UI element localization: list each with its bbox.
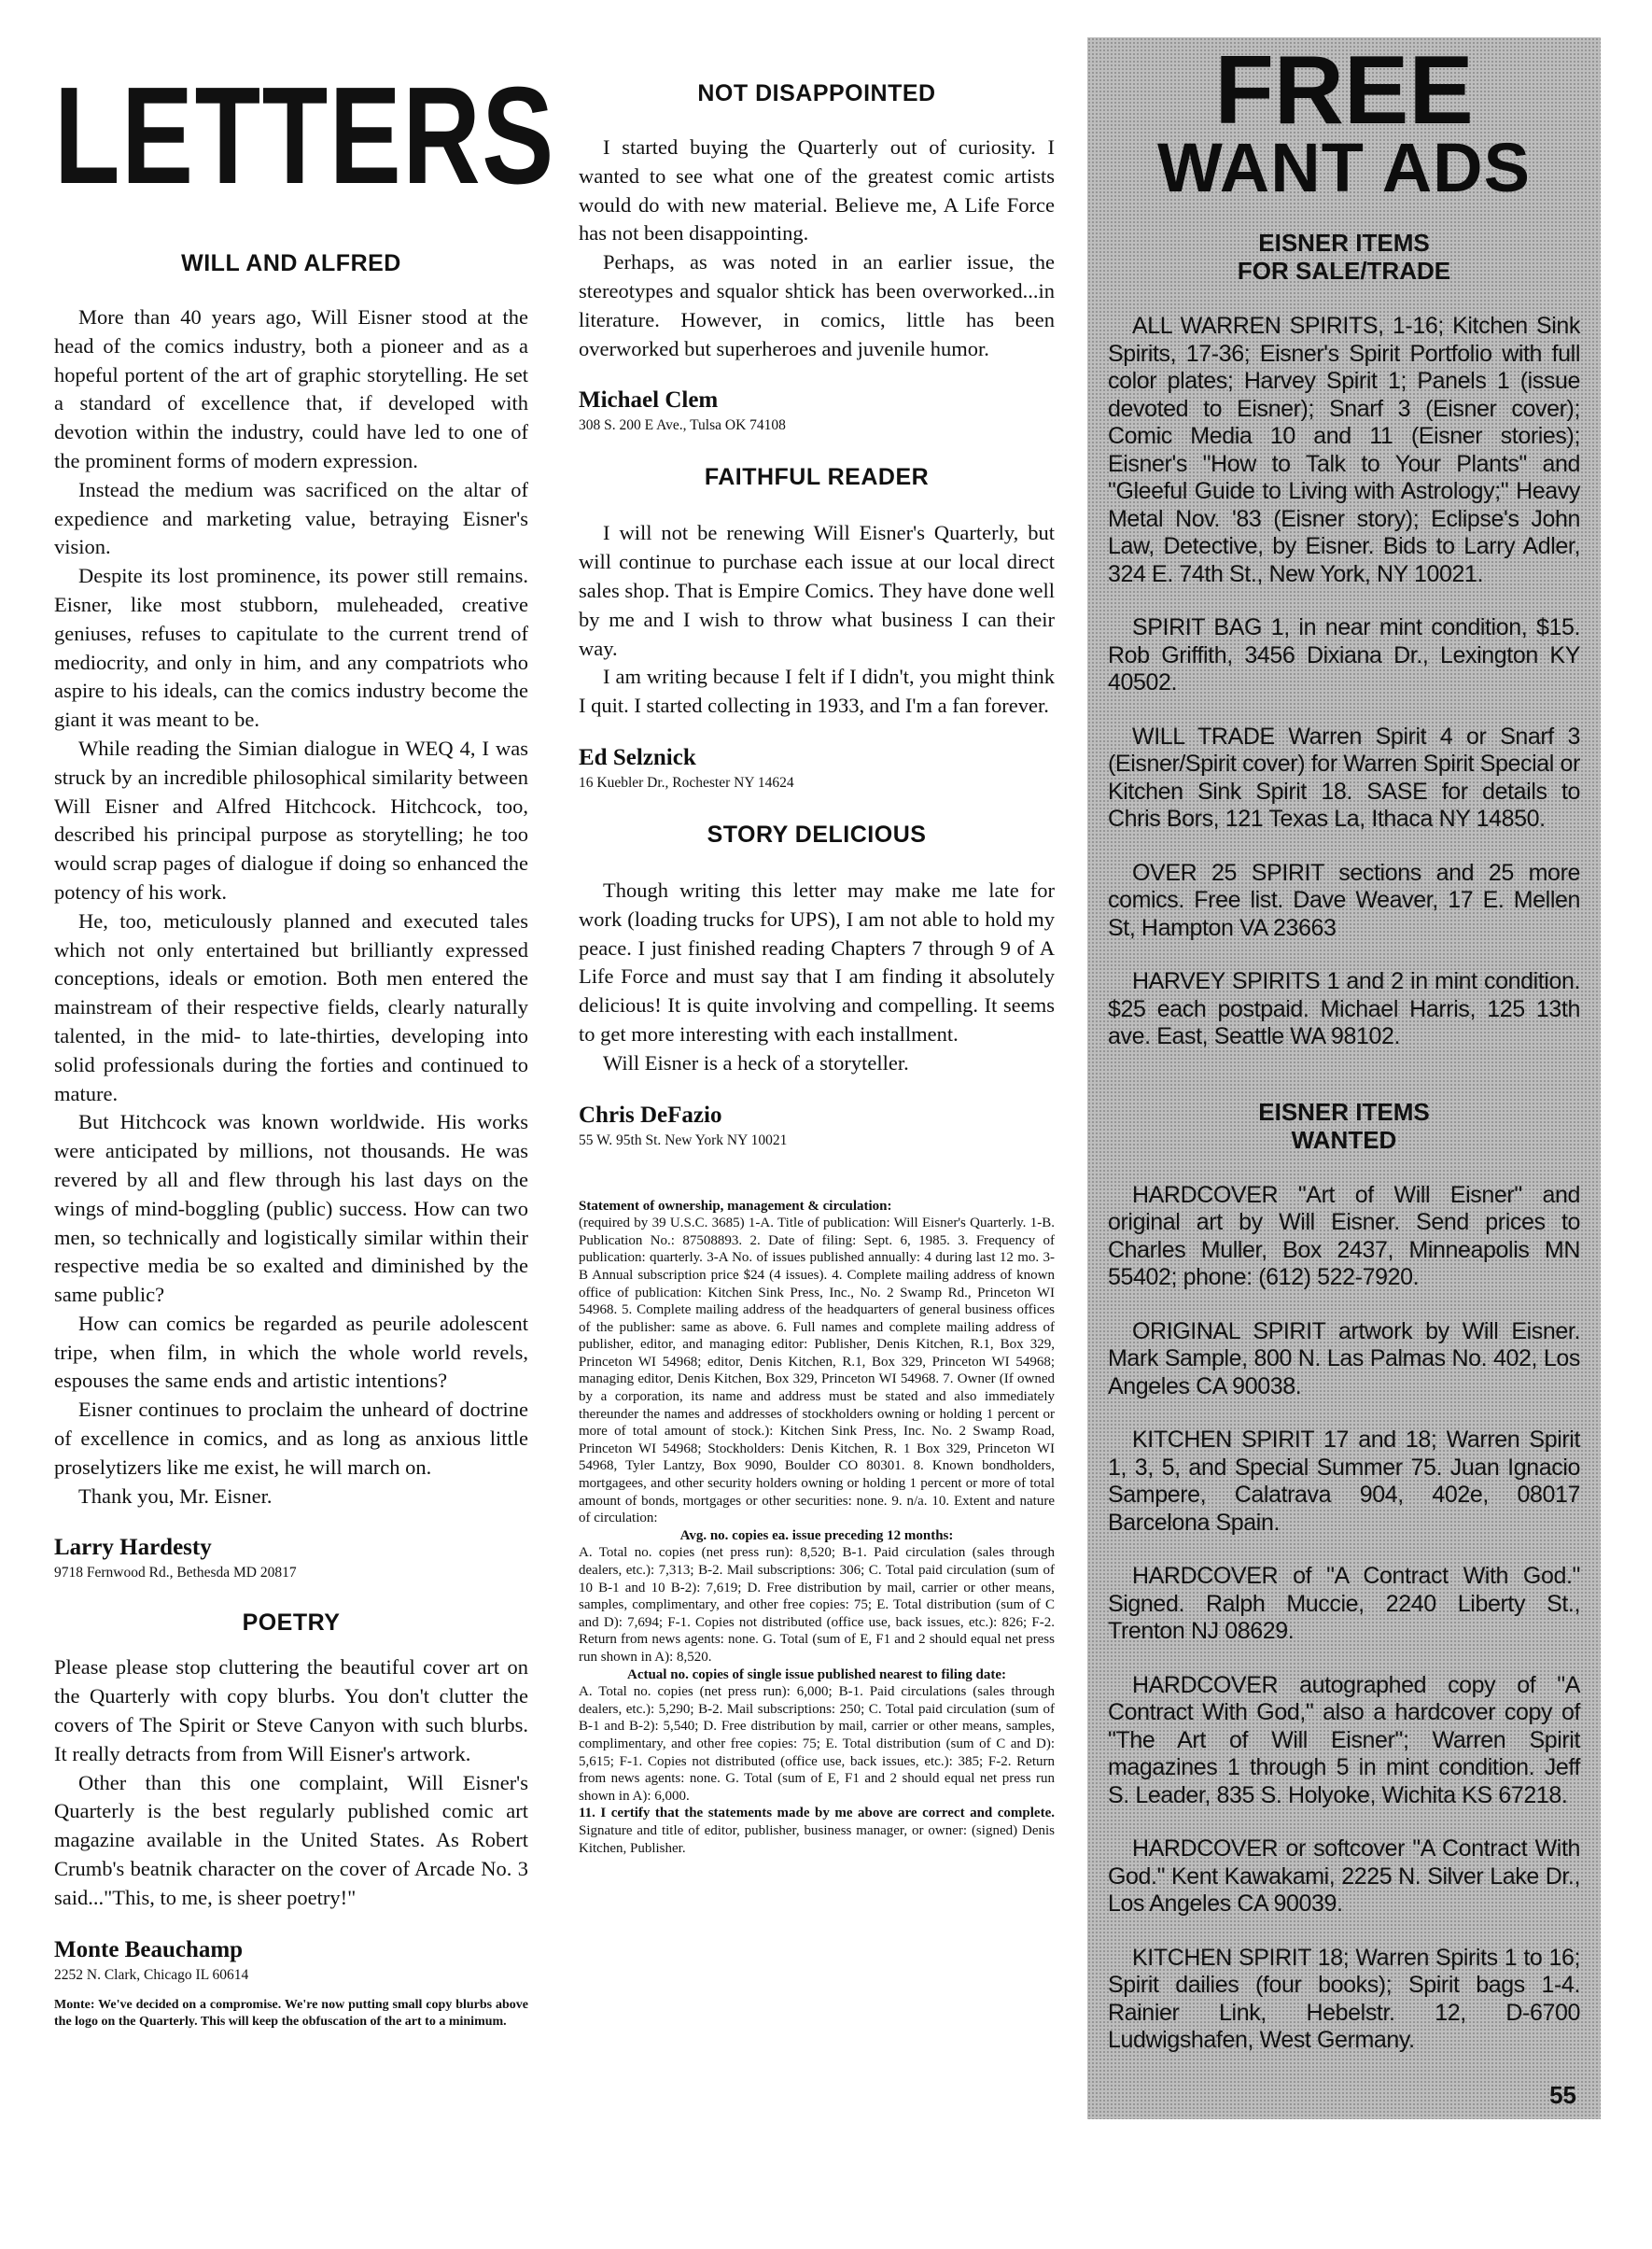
letter-paragraph: Though writing this letter may make me late for work (loading trucks for UPS), I am not able to hold my peace. I just finished reading Chapters 7 through 9 of A Life Force and must say that I am finding it absolutely delicious! It is quite involving and compelling. It seems to get more interesting with each installment.: [579, 878, 1055, 1046]
want-ad-item: WILL TRADE Warren Spirit 4 or Snarf 3 (Eisner/Spirit cover) for Warren Spirit Special or Kitchen Sink Spirit 18. SASE for details to Chris Bors, 121 Texas La, Ithaca NY 14850.: [1108, 723, 1580, 833]
statement-certification: [579, 1805, 1055, 1857]
letter-address: 2252 N. Clark, Chicago IL 60614: [54, 1966, 249, 1983]
want-ad-item: OVER 25 SPIRIT sections and 25 more comics. Free list. Dave Weaver, 17 E. Mellen St, Hampton VA 23663: [1108, 859, 1580, 941]
letter-heading-not-disappointed: NOT DISAPPOINTED: [697, 80, 936, 106]
letters-column-middle: [579, 0, 1055, 1857]
letter-paragraph: He, too, meticulously planned and executed tales which not only entertained but brilliantly expressed conceptions, ideals or emotion. Both men entered the mainstream of their respective fields, clearly naturally talented, in the mid- to late-thirties, developing into solid professionals during the forties and continued to mature.: [54, 908, 528, 1105]
want-ad-item: HARDCOVER "Art of Will Eisner" and original art by Will Eisner. Send prices to Charles Muller, Box 2437, Minneapolis MN 55402; phone: (612) 522-7920.: [1108, 1181, 1580, 1291]
statement-heading: Statement of ownership, management & circulation:: [579, 1198, 892, 1214]
letter-paragraph: Please please stop cluttering the beautiful cover art on the Quarterly with copy blurbs. You don't clutter the covers of The Spirit or Steve Canyon with such blurbs. It really detracts from from Will Eisner's artwork.: [54, 1655, 528, 1765]
want-ad-item: HARVEY SPIRITS 1 and 2 in mint condition. $25 each postpaid. Michael Harris, 125 13th ave. East, Seattle WA 98102.: [1108, 968, 1580, 1050]
letter-paragraph: Perhaps, as was noted in an earlier issue, the stereotypes and squalor shtick has been overworked...in literature. However, in comics, little has been overworked but superheroes and juvenile humor.: [579, 250, 1055, 360]
want-ad-item: HARDCOVER or softcover "A Contract With God." Kent Kawakami, 2225 N. Silver Lake Dr., Los Angeles CA 90039.: [1108, 1835, 1580, 1918]
wanted-heading-line1: EISNER ITEMS: [1258, 1097, 1430, 1126]
editor-reply: Monte: We've decided on a compromise. We're now putting small copy blurbs above the logo on the Quarterly. This will keep the obfuscation of the art to a minimum.: [54, 1997, 528, 2029]
letter-heading-story-delicious: STORY DELICIOUS: [707, 821, 927, 848]
want-ad-item: SPIRIT BAG 1, in near mint condition, $15. Rob Griffith, 3456 Dixiana Dr., Lexington KY 40502.: [1108, 614, 1580, 696]
letter-paragraph: Other than this one complaint, Will Eisner's Quarterly is the best regularly published comic art magazine available in the United States. As Robert Crumb's beatnik character on the cover of Arcade No. 3 said..."This, to me, is sheer poetry!": [54, 1770, 528, 1909]
letter-paragraph: Eisner continues to proclaim the unheard of doctrine of excellence in comics, and as long as anxious little proselytizers like me exist, he will march on.: [54, 1398, 528, 1479]
sale-heading-line1: EISNER ITEMS: [1258, 229, 1430, 258]
masthead-title: LETTERS: [54, 59, 555, 213]
sale-heading-line2: FOR SALE/TRADE: [1237, 257, 1451, 286]
statement-certify-bold: 11. I certify that the statements made by me above are correct and complete.: [579, 1806, 1055, 1821]
letter-paragraph: How can comics be regarded as peurile adolescent tripe, when film, in which the whole world revels, espouses the same ends and artistic intentions?: [54, 1311, 528, 1393]
want-ads-panel: [1087, 37, 1601, 2119]
letter-signature: Ed Selznick: [579, 744, 696, 770]
letter-paragraph: More than 40 years ago, Will Eisner stood at the head of the comics industry, both a pioneer and as a hopeful portent of the art of graphic storytelling. He set a standard of excellence that, if developed with devotion within the industry, could have led to one of the prominent forms of modern expression.: [54, 305, 528, 472]
letter-address: 9718 Fernwood Rd., Bethesda MD 20817: [54, 1565, 297, 1581]
page-number: 55: [1549, 2081, 1576, 2109]
letter-signature: Monte Beauchamp: [54, 1936, 244, 1962]
letter-paragraph: While reading the Simian dialogue in WEQ 4, I was struck by an incredible philosophical similarity between Will Eisner and Alfred Hitchcock. Hitchcock, too, described his principal purpose as storytelling; he too would scrap pages of dialogue if doing so enhanced the potency of his work.: [54, 736, 528, 904]
wanted-heading: [1087, 1098, 1601, 1154]
statement-certify-text: Signature and title of editor, publisher, business manager, or owner: (signed) Denis Kitchen, Publisher.: [579, 1822, 1055, 1856]
want-ad-item: ALL WARREN SPIRITS, 1-16; Kitchen Sink Spirits, 17-36; Eisner's Spirit Portfolio with full color plates; Harvey Spirit 1; Panels 1 (issue devoted to Eisner); Snarf 3 (Eisner cover); Comic Media 10 and 11 (Eisner stories); Eisner's "How to Talk to Your Plants" and "Gleeful Guide to Living with Astrology;" Heavy Metal Nov. '83 (Eisner story); Eclipse's John Law, Detective, by Eisner. Bids to Larry Adler, 324 E. 74th St., New York, NY 10021.: [1108, 313, 1580, 587]
letter-address: 308 S. 200 E Ave., Tulsa OK 74108: [579, 417, 786, 434]
statement-intro: (required by 39 U.S.C. 3685) 1-A. Title of publication: Will Eisner's Quarterly. 1-B. Publication No.: 87508893. 2. Date of filing: Sept. 6, 1985. 3. Frequency of publication: quarterly. 3-A No. of issues published annually: 4 during last 12 mo. 3-B Annual subscription price $24 (4 issues). 4. Complete mailing address of known office of publication: Kitchen Sink Press, Inc., No. 2 Swamp Rd., Princeton WI 54968. 5. Complete mailing address of the headquarters of general business offices of the publisher: same as above. 6. Full names and complete mailing address of publisher, editor, and managing editor: Publisher, Denis Kitchen, R.1, Box 329, Princeton WI 54968; editor, Denis Kitchen, R.1, Box 329, Princeton WI 54968; managing editor, Denis Kitchen, Box 329, Princeton WI 54968. 7. Owner (If owned by a corporation, its name and address must be stated and also immediately thereunder the names and addresses of stockholders owning or holding 1 percent or more of total amount of stock.): Kitchen Sink Press, Inc. No. 2 Swamp Road, Princeton WI 54968; Stockholders: Denis Kitchen, R. 1 Box 329, Princeton WI 54968, Tyler Lantzy, Box 9090, Boulder CO 80301. 8. Known bondholders, mortgagees, and other security holders owning or holding 1 percent or more of total amount of bonds, mortgages or other securities: none. 9. n/a. 10. Extent and nature of circulation:: [579, 1216, 1055, 1526]
want-ad-item: HARDCOVER autographed copy of "A Contract With God," also a hardcover copy of "The Art of Will Eisner"; Warren Spirit magazines 1 through 5 in mint condition. Jeff S. Leader, 835 S. Holyoke, Wichita KS 67218.: [1108, 1671, 1580, 1808]
letter-heading-poetry: POETRY: [242, 1609, 341, 1637]
sale-heading: [1087, 229, 1601, 285]
want-ad-item: HARDCOVER of "A Contract With God." Signed. Ralph Muccie, 2240 Liberty St., Trenton NJ 08629.: [1108, 1563, 1580, 1645]
statement-actual-text: A. Total no. copies (net press run): 6,000; B-1. Paid circulations (sales through dealers, etc.): 5,290; B-2. Mail subscriptions: 250; C. Total paid circulation (sum of B-1 and B-2): 5,540; D. Free distribution by mail, carrier or other means, samples, complimentary, and other free copies: 75; E. Total distribution (sum of C and D): 5,615; F-1. Copies not distributed (office use, back issues, etc.): 385; F-2. Return from news agents: none. G. Total (sum of E, F1 and 2 should equal net press run shown in A): 6,000.: [579, 1684, 1055, 1804]
letter-heading-faithful-reader: FAITHFUL READER: [704, 464, 930, 491]
want-ad-item: KITCHEN SPIRIT 18; Warren Spirits 1 to 16; Spirit dailies (four books); Spirit bags 1-4. Rainier Link, Hebelstr. 12, D-6700 Ludwigshafen, West Germany.: [1108, 1944, 1580, 2054]
letter-heading-will-and-alfred: WILL AND ALFRED: [181, 250, 401, 276]
letter-paragraph: Will Eisner is a heck of a storyteller.: [603, 1050, 909, 1075]
statement-avg-heading: Avg. no. copies ea. issue preceding 12 months:: [679, 1527, 954, 1543]
want-ads-title: WANT ADS: [1157, 128, 1531, 206]
letter-signature: Larry Hardesty: [54, 1535, 212, 1561]
want-ads-title-free: FREE: [1214, 36, 1474, 145]
letters-column-left: [54, 0, 555, 2031]
letter-address: 16 Kuebler Dr., Rochester NY 14624: [579, 774, 794, 791]
statement-avg-text: A. Total no. copies (net press run): 8,520; B-1. Paid circulation (sales through dealers, etc.): 7,313; B-2. Mail subscriptions: 306; C. Total paid circulation (sum of 10 B-1 and 10 B-2): 7,619; D. Free distribution by mail, carrier or other means, samples, complimentary, and other free copies: 75; E. Total distribution (sum of C and D): 7,694; F-1. Copies not distributed (office use, back issues, etc.): 826; F-2. Return from news agents: none. G. Total (sum of E, F1 and 2 should equal net press run shown in A): 8,520.: [579, 1545, 1055, 1665]
letter-paragraph: I am writing because I felt if I didn't, you might think I quit. I started collecting in 1933, and I'm a fan forever.: [579, 665, 1055, 718]
statement-actual-heading: Actual no. copies of single issue published nearest to filing date:: [626, 1666, 1006, 1682]
want-ad-item: ORIGINAL SPIRIT artwork by Will Eisner. Mark Sample, 800 N. Las Palmas No. 402, Los Angeles CA 90038.: [1108, 1317, 1580, 1399]
letter-paragraph: I started buying the Quarterly out of curiosity. I wanted to see what one of the greatest comic artists would do with new material. Believe me, A Life Force has not been disappointing.: [579, 135, 1055, 246]
want-ad-item: KITCHEN SPIRIT 17 and 18; Warren Spirit 1, 3, 5, and Special Summer 75. Juan Ignacio Sampere, Calatrava 904, 402e, 08017 Barcelona Spain.: [1108, 1427, 1580, 1536]
letter-paragraph: I will not be renewing Will Eisner's Quarterly, but will continue to purchase each issue at our local direct sales shop. That is Empire Comics. They have done well by me and I wish to throw what business I can their way.: [579, 521, 1055, 660]
letter-paragraph: Thank you, Mr. Eisner.: [78, 1483, 273, 1508]
letter-signature: Michael Clem: [579, 387, 719, 414]
letter-address: 55 W. 95th St. New York NY 10021: [579, 1132, 788, 1148]
letter-signature: Chris DeFazio: [579, 1102, 722, 1128]
wanted-heading-line2: WANTED: [1291, 1125, 1397, 1154]
letter-paragraph: But Hitchcock was known worldwide. His works were anticipated by millions, not thousands. He was revered by all and flew through his last days on the wings of mind-boggling (public) success. How can two men, so technically and logistically similar within their respective media be so exalted and diminished by the same public?: [54, 1110, 528, 1307]
letter-paragraph: Instead the medium was sacrificed on the altar of expedience and marketing value, betraying Eisner's vision.: [54, 477, 528, 559]
letter-paragraph: Despite its lost prominence, its power still remains. Eisner, like most stubborn, muleheaded, creative geniuses, refuses to capitulate to the current trend of mediocrity, and only in him, and any compatriots who aspire to his ideals, can the comics industry become the giant it was meant to be.: [54, 564, 528, 732]
